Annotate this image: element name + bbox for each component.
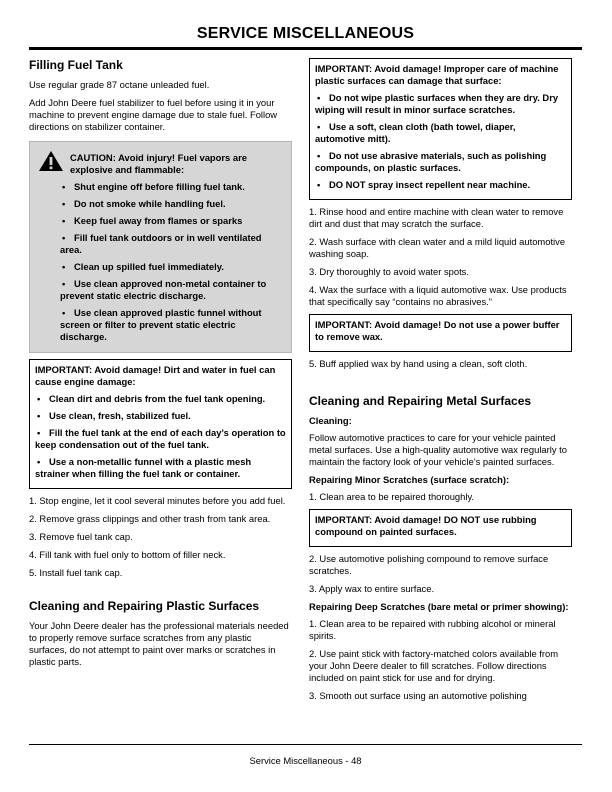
deep-step: 3. Smooth out surface using an automotive polishing	[309, 690, 527, 701]
cleaning-text: Follow automotive practices to care for your vehicle painted metal surfaces. Use a high-quality automotive wax regularly to maintain the factory look of your vehicle’s painted surfaces.	[309, 432, 567, 467]
fuel-important-box	[29, 359, 292, 489]
left-column	[29, 58, 292, 674]
warning-triangle-icon	[38, 150, 64, 172]
cleaning-subheading: Cleaning:	[309, 415, 352, 426]
minor-scratches-subheading: Repairing Minor Scratches (surface scratch):	[309, 474, 510, 485]
plastic-surfaces-heading: Cleaning and Repairing Plastic Surfaces	[29, 599, 260, 613]
filling-fuel-tank-heading: Filling Fuel Tank	[29, 58, 123, 72]
caution-header	[38, 150, 283, 176]
footer-divider	[29, 744, 582, 745]
fuel-step: 3. Remove fuel tank cap.	[29, 531, 133, 542]
minor-step: 1. Clean area to be repaired thoroughly.	[309, 491, 475, 502]
metal-surfaces-heading: Cleaning and Repairing Metal Surfaces	[309, 394, 532, 408]
plastic-important-box	[309, 58, 572, 200]
plastic-step: 2. Wash surface with clean water and a mild liquid automotive washing soap.	[309, 236, 566, 259]
right-column	[309, 58, 572, 708]
plastic-step: 4. Wax the surface with a liquid automotive wax. Use products that specifically say “contains no abrasives.”	[309, 284, 567, 307]
fuel-steps	[29, 495, 292, 579]
plastic-important-item: • Use a soft, clean cloth (bath towel, diaper, automotive mitt).	[315, 121, 566, 145]
plastic-important-item: • DO NOT spray insect repellent near machine.	[315, 179, 566, 191]
deep-step: 1. Clean area to be repaired with rubbing alcohol or mineral spirits.	[309, 618, 556, 641]
fuel-grade-text: Use regular grade 87 octane unleaded fuel.	[29, 79, 210, 90]
plastic-step: 1. Rinse hood and entire machine with clean water to remove dirt and dust that may scratch the surface.	[309, 206, 564, 229]
fuel-important-item: • Fill the fuel tank at the end of each day’s operation to keep condensation out of the fuel tank.	[35, 427, 286, 451]
caution-item: • Use clean approved plastic funnel without screen or filter to prevent static electric discharge.	[60, 307, 283, 343]
plastic-important-title: IMPORTANT: Avoid damage! Improper care of machine plastic surfaces can damage that surface:	[315, 63, 559, 86]
caution-item: • Shut engine off before filling fuel tank.	[60, 181, 283, 193]
fuel-step: 4. Fill tank with fuel only to bottom of filler neck.	[29, 549, 226, 560]
plastic-important-item: • Do not wipe plastic surfaces when they are dry. Dry wiping will result in minor surface scratches.	[315, 92, 566, 116]
deep-scratches-subheading: Repairing Deep Scratches (bare metal or primer showing):	[309, 601, 569, 612]
caution-list	[38, 181, 283, 343]
fuel-important-item: • Use clean, fresh, stabilized fuel.	[35, 410, 286, 422]
fuel-step: 2. Remove grass clippings and other trash from tank area.	[29, 513, 271, 524]
minor-step: 2. Use automotive polishing compound to remove surface scratches.	[309, 553, 549, 576]
caution-item: • Keep fuel away from flames or sparks	[60, 215, 283, 227]
fuel-important-title: IMPORTANT: Avoid damage! Dirt and water in fuel can cause engine damage:	[35, 364, 276, 387]
plastic-step: 3. Dry thoroughly to avoid water spots.	[309, 266, 469, 277]
caution-box	[29, 141, 292, 353]
minor-step: 3. Apply wax to entire surface.	[309, 583, 435, 594]
plastic-important-item: • Do not use abrasive materials, such as polishing compounds, on plastic surfaces.	[315, 150, 566, 174]
power-buffer-important-box	[309, 314, 572, 352]
fuel-important-item: • Clean dirt and debris from the fuel tank opening.	[35, 393, 286, 405]
caution-item: • Use clean approved non-metal container to prevent static electric discharge.	[60, 278, 283, 302]
page-title: SERVICE MISCELLANEOUS	[196, 25, 415, 42]
deep-step: 2. Use paint stick with factory-matched colors available from your John Deere dealer to fill scratches. Follow directions included on paint stick for use and for drying.	[309, 648, 559, 683]
caution-item: • Do not smoke while handling fuel.	[60, 198, 283, 210]
plastic-steps	[309, 206, 572, 308]
fuel-step: 5. Install fuel tank cap.	[29, 567, 123, 578]
plastic-intro-text: Your John Deere dealer has the professional materials needed to properly remove surface scratches from any plastic surfaces, do not attempt to paint over marks or scratches in plastic parts.	[29, 620, 289, 667]
title-divider	[29, 47, 582, 50]
fuel-step: 1. Stop engine, let it cool several minutes before you add fuel.	[29, 495, 286, 506]
rubbing-compound-important-text: IMPORTANT: Avoid damage! DO NOT use rubbing compound on painted surfaces.	[315, 514, 537, 537]
fuel-important-item: • Use a non-metallic funnel with a plastic mesh strainer when filling the fuel tank or container.	[35, 456, 286, 480]
page-footer: Service Miscellaneous - 48	[249, 755, 362, 766]
caution-item: • Clean up spilled fuel immediately.	[60, 261, 283, 273]
fuel-stabilizer-text: Add John Deere fuel stabilizer to fuel before using it in your machine to prevent engine damage due to stale fuel. Follow directions on stabilizer container.	[29, 97, 278, 132]
plastic-step: 5. Buff applied wax by hand using a clean, soft cloth.	[309, 358, 528, 369]
rubbing-compound-important-box	[309, 509, 572, 547]
caution-title: CAUTION: Avoid injury! Fuel vapors are explosive and flammable:	[70, 152, 247, 175]
fuel-important-list	[35, 393, 286, 480]
power-buffer-important-text: IMPORTANT: Avoid damage! Do not use a power buffer to remove wax.	[315, 319, 560, 342]
caution-item: • Fill fuel tank outdoors or in well ventilated area.	[60, 232, 283, 256]
plastic-important-list	[315, 92, 566, 191]
